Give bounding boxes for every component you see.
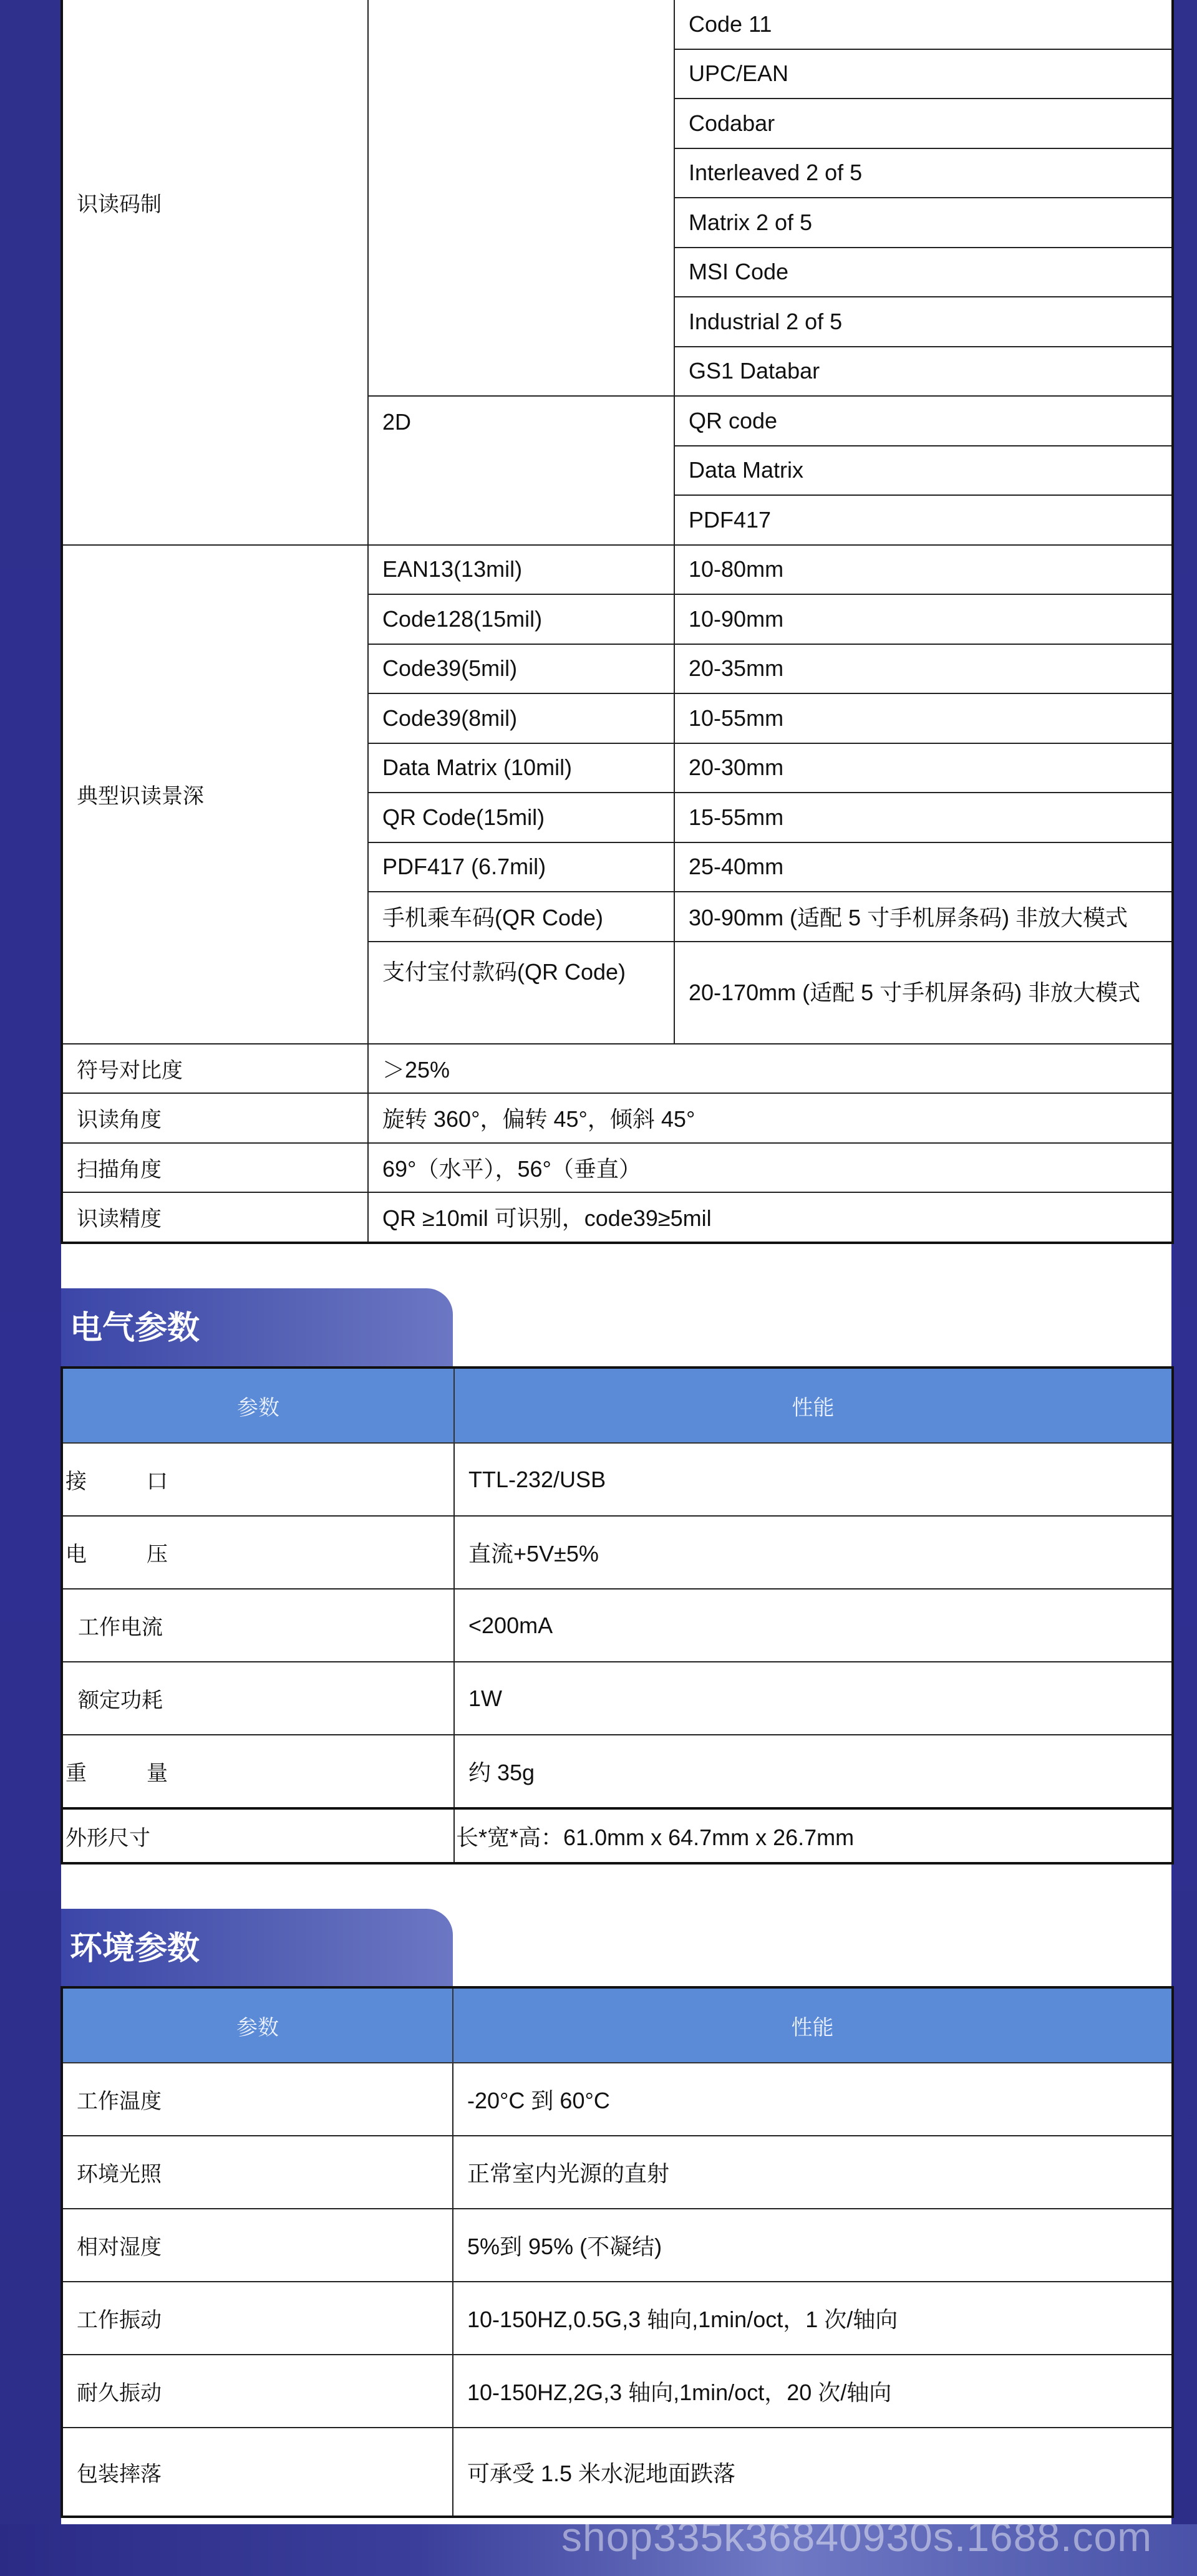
- table-row: [62, 1662, 1173, 1735]
- symbology-item: Interleaved 2 of 5: [674, 148, 1173, 198]
- param-value: 10-150HZ,2G,3 轴向,1min/oct，20 次/轴向: [453, 2355, 1173, 2428]
- symbology-item: UPC/EAN: [674, 49, 1173, 99]
- param-value: 1W: [454, 1662, 1173, 1735]
- param-label: 额定功耗: [62, 1662, 454, 1735]
- electrical-section-title: 电气参数: [61, 1288, 453, 1368]
- table-row: [62, 1443, 1173, 1516]
- optics-value: 旋转 360°，偏转 45°，倾斜 45°: [368, 1093, 1173, 1143]
- param-label: 耐久振动: [62, 2355, 453, 2428]
- environment-spec-table: [61, 1986, 1174, 2518]
- table-row: [62, 545, 1173, 595]
- param-value: 直流+5V±5%: [454, 1516, 1173, 1589]
- table-header-row: [62, 1368, 1173, 1443]
- symbology-item: MSI Code: [674, 248, 1173, 297]
- column-header-param: 参数: [62, 1987, 453, 2063]
- param-label: [62, 1443, 454, 1516]
- param-value: 约 35g: [454, 1735, 1173, 1808]
- param-value: TTL-232/USB: [454, 1443, 1173, 1516]
- param-label-char: 压: [147, 1542, 168, 1567]
- dof-code: 支付宝付款码(QR Code): [368, 942, 674, 1044]
- right-frame-border: [1171, 0, 1197, 2576]
- param-label: [62, 1516, 454, 1589]
- symbology-item: Code 11: [674, 0, 1173, 49]
- optics-label: 扫描角度: [62, 1143, 368, 1193]
- dof-code: 手机乘车码(QR Code): [368, 892, 674, 942]
- table-row: [62, 1516, 1173, 1589]
- dof-code: Code39(5mil): [368, 644, 674, 694]
- table-row: [62, 1192, 1173, 1243]
- symbology-item: Data Matrix: [674, 446, 1173, 496]
- symbology-item: Industrial 2 of 5: [674, 297, 1173, 347]
- shop-watermark: shop335k36840930s.1688.com: [561, 2514, 1153, 2560]
- table-header-row: [62, 1987, 1173, 2063]
- param-label: [62, 1735, 454, 1808]
- left-frame-border: [0, 0, 61, 2576]
- table-row: [62, 1589, 1173, 1662]
- param-value: -20°C 到 60°C: [453, 2063, 1173, 2136]
- param-value: 可承受 1.5 米水泥地面跌落: [453, 2428, 1173, 2517]
- electrical-spec-table: [61, 1366, 1174, 1864]
- table-row: [62, 2209, 1173, 2282]
- param-value: 长*宽*高：61.0mm x 64.7mm x 26.7mm: [454, 1808, 1173, 1863]
- table-row: [62, 2063, 1173, 2136]
- dof-range: 25-40mm: [674, 842, 1173, 892]
- param-label: 环境光照: [62, 2136, 453, 2209]
- symbology-label: 识读码制: [62, 0, 368, 545]
- column-header-perf: 性能: [454, 1368, 1173, 1443]
- param-label-char: 口: [147, 1469, 168, 1494]
- optics-label: 识读角度: [62, 1093, 368, 1143]
- param-value: 5%到 95% (不凝结): [453, 2209, 1173, 2282]
- table-row: [62, 0, 1173, 49]
- symbology-item: Matrix 2 of 5: [674, 198, 1173, 248]
- dof-code: Code39(8mil): [368, 693, 674, 743]
- param-label: 相对湿度: [62, 2209, 453, 2282]
- param-label: 包装摔落: [62, 2428, 453, 2517]
- table-row: [62, 1143, 1173, 1193]
- one-d-cell: [368, 0, 674, 396]
- symbology-item: Codabar: [674, 99, 1173, 148]
- table-row: [62, 2136, 1173, 2209]
- dof-range: 20-170mm (适配 5 寸手机屏条码) 非放大模式: [674, 942, 1173, 1044]
- dof-code: Data Matrix (10mil): [368, 743, 674, 793]
- column-header-param: 参数: [62, 1368, 454, 1443]
- optics-value: 69°（水平），56°（垂直）: [368, 1143, 1173, 1193]
- optics-label: 符号对比度: [62, 1044, 368, 1094]
- optics-value: QR ≥10mil 可识别，code39≥5mil: [368, 1192, 1173, 1243]
- dof-code: PDF417 (6.7mil): [368, 842, 674, 892]
- table-row: [62, 1808, 1173, 1863]
- dof-code: EAN13(13mil): [368, 545, 674, 595]
- param-label: 工作温度: [62, 2063, 453, 2136]
- table-row: [62, 2355, 1173, 2428]
- dof-code: QR Code(15mil): [368, 793, 674, 842]
- dof-range: 10-55mm: [674, 693, 1173, 743]
- dof-range: 30-90mm (适配 5 寸手机屏条码) 非放大模式: [674, 892, 1173, 942]
- dof-range: 10-90mm: [674, 594, 1173, 644]
- param-label-char: 重: [65, 1761, 87, 1786]
- table-row: [62, 2428, 1173, 2517]
- param-value: <200mA: [454, 1589, 1173, 1662]
- reading-spec-table: [61, 0, 1174, 1244]
- param-value: 正常室内光源的直射: [453, 2136, 1173, 2209]
- param-label-char: 量: [147, 1761, 168, 1786]
- environment-section-title: 环境参数: [61, 1909, 453, 1989]
- dof-range: 15-55mm: [674, 793, 1173, 842]
- symbology-item: GS1 Databar: [674, 347, 1173, 397]
- table-row: [62, 1044, 1173, 1094]
- column-header-perf: 性能: [453, 1987, 1173, 2063]
- optics-label: 识读精度: [62, 1192, 368, 1243]
- depth-of-field-label: 典型识读景深: [62, 545, 368, 1044]
- symbology-item: QR code: [674, 396, 1173, 446]
- param-value: 10-150HZ,0.5G,3 轴向,1min/oct，1 次/轴向: [453, 2282, 1173, 2355]
- dof-range: 20-35mm: [674, 644, 1173, 694]
- param-label-char: 接: [65, 1469, 87, 1494]
- dof-code: Code128(15mil): [368, 594, 674, 644]
- param-label-char: 电: [65, 1542, 87, 1567]
- param-label: 外形尺寸: [62, 1808, 454, 1863]
- optics-value: ＞25%: [368, 1044, 1173, 1094]
- dof-range: 20-30mm: [674, 743, 1173, 793]
- table-row: [62, 1735, 1173, 1808]
- symbology-item: PDF417: [674, 495, 1173, 545]
- table-row: [62, 1093, 1173, 1143]
- table-row: [62, 2282, 1173, 2355]
- param-label: 工作振动: [62, 2282, 453, 2355]
- dof-range: 10-80mm: [674, 545, 1173, 595]
- two-d-label: 2D: [368, 396, 674, 545]
- param-label: 工作电流: [62, 1589, 454, 1662]
